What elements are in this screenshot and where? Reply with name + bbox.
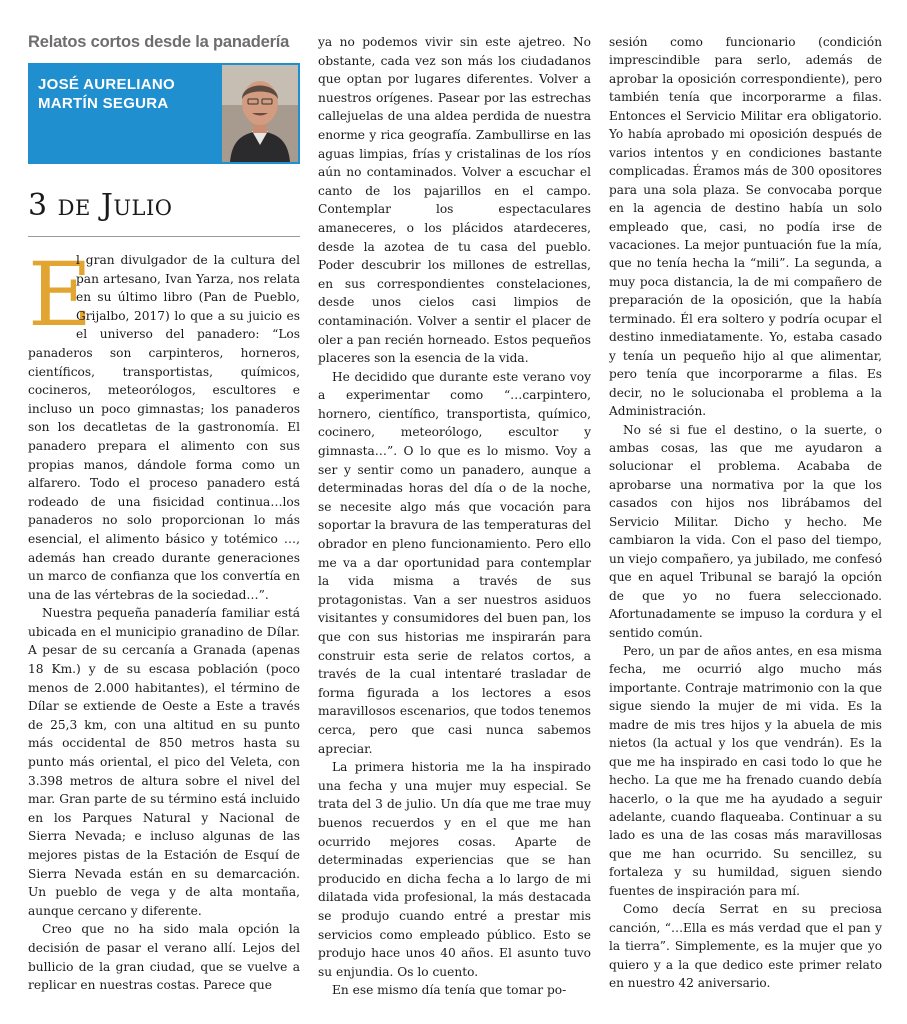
paragraph: Como decía Serrat en su preciosa canción, “…Ella es más verdad que el pan y la tierra”. Simplemente, es la mujer que yo quiero y a la que dedico este primer relato en nuestro 42 aniversario. [609,902,882,991]
title-divider [28,236,300,237]
author-box [28,63,300,164]
author-name [38,75,218,113]
article-title: 3 de Julio [28,188,173,223]
article-column-1 [28,243,300,995]
article-column-2 [318,33,591,1000]
article-column-3 [609,33,882,993]
paragraph: En ese mismo día tenía que tomar po- [332,983,567,998]
paragraph: No sé si fue el destino, o la suerte, o ambas cosas, las que me ayudaron a solucionar el problema. Acababa de aprobarse una normativa por la que los casados con hijos nos librábamos del Servicio Militar. Dicho y hecho. Me cambiaron la vida. Con el paso del tiempo, un viejo compañero, ya jubilado, me confesó que en aquel Tribunal se barajó la opción de que yo no fuera seleccionado. Afortunadamente se impuso la cordura y el sentido común. [609,422,882,640]
paragraph: La primera historia me la ha inspirado una fecha y una mujer muy especial. Se trata del 3 de julio. Un día que me trae muy buenos recuerdos y en el que me han ocurrido mejores cosas. Aparte de determinadas experiencias que se han producido en dicha fecha a lo largo de mi dilatada vida profesional, la más destacada se produjo cuando entré a prestar mis servicios como empleado público. Esto se produjo hace unos 40 años. El asunto tuvo su enjundia. Os lo cuento. [318,760,591,979]
author-photo [222,65,298,162]
section-title: Relatos cortos desde la panadería [28,33,290,51]
author-name-line2: MARTÍN SEGURA [38,95,169,112]
author-name-line1: JOSÉ AURELIANO [38,76,175,93]
paragraph: Creo que no ha sido mala opción la decisión de pasar el verano allí. Lejos del bullicio de la gran ciudad, que se vuelve a replicar en nuestras costas. Parece que [28,922,300,993]
paragraph: He decidido que durante este verano voy a experimentar como “…carpintero, hornero, científico, transportista, químico, cocinero, meteorólogo, escultor y gimnasta…”. O lo que es lo mismo. Voy a ser y sentir como un panadero, aunque a determinadas horas del día o de la noche, se necesite algo más que vocación para soportar la bravura de las temperaturas del obrador en pleno funcionamiento. Pero ello me va a dar oportunidad para contemplar la vida misma a través de sus protagonistas. Van a ser nuestros asiduos visitantes y consumidores del buen pan, los que con sus historias me inspirarán para construir esta serie de relatos cortos, a través de la cual intentaré trasladar de forma figurada a los lectores a esos maravillosos escenarios, que todos tenemos cerca, pero que casi nunca sabemos apreciar. [318,369,591,756]
paragraph: sesión como funcionario (condición imprescindible para serlo, además de aprobar la oposición correspondiente), pero también tenía que incorporarme a filas. Entonces el Servicio Militar era obligatorio. Yo había aprobado mi oposición después de varios intentos y en condiciones bastante complicadas. Éramos más de 300 opositores para una sola plaza. Se convocaba porque en la agencia de destino había un solo empleado que, casi, no podía irse de vacaciones. La mejor puntuación fue la mía, que no tenía hecha la “mili”. La segunda, a muy poca distancia, la de mi compañero de preparación de la oposición, que la había terminado. Él era soltero y podría ocupar el destino inmediatamente. Yo, estaba casado y tenía un pequeño hijo al que alimentar, pero tenía que incorporarme a filas. Es decir, no le solucionaba el problema a la Administración. [609,35,882,419]
paragraph: l gran divulgador de la cultura del pan artesano, Ivan Yarza, nos relata en su último libro (Pan de Pueblo, Grijalbo, 2017) lo que a su juicio es el universo del panadero: “Los panaderos son carpinteros, horneros, científicos, transportistas, químicos, cocineros, meteorólogos, escultores e incluso un poco gimnastas; los panaderos son los decatletas de la gastronomía. El panadero prepara el alimento con sus propias manos, dándole forma como un alfarero. Todo el proceso panadero está rodeado de una fisicidad continua…los panaderos no solo proporcionan lo más esencial, el alimento básico y totémico …, además han creado durante generaciones un marco de confianza que los convertía en una de las vértebras de la sociedad…”. [28,253,300,602]
author-portrait-icon [222,65,298,162]
drop-cap: E [28,243,93,346]
paragraph: ya no podemos vivir sin este ajetreo. No obstante, cada vez son más los ciudadanos que optan por lugares diferentes. Volver a nuestros orígenes. Pasear por las estrechas callejuelas de una aldea perdida de nuestra enorme y rica geografía. Zambullirse en las aguas limpias, frías y cristalinas de los ríos aún no contaminados. Volver a escuchar el canto de los pajarillos en el campo. Contemplar los espectaculares amaneceres, o los plácidos atardeceres, desde la azotea de tu casa del pueblo. Poder descubrir los millones de estrellas, en sus correspondientes constelaciones, desde unos cielos casi limpios de contaminación. Volver a sentir el placer de oler a pan recién horneado. Estos pequeños placeres son la esencia de la vida. [318,35,591,366]
paragraph: Pero, un par de años antes, en esa misma fecha, me ocurrió algo mucho más importante. Contraje matrimonio con la que sigue siendo la mujer de mi vida. Es la madre de mis tres hijos y la abuela de mis nietos (la actual y los que vendrán). Es la que me ha inspirado en casi todo lo que he hecho. La que me ha frenado cuando debía hacerlo, o la que me ha ayudado a seguir adelante, cuando flaqueaba. Continuar a su lado es una de las cosas más maravillosas que me han ocurrido. Su sencillez, su fortaleza y su humildad, siguen siendo fuentes de inspiración para mí. [609,643,882,898]
paragraph: Nuestra pequeña panadería familiar está ubicada en el municipio granadino de Dílar. A pesar de su cercanía a Granada (apenas 18 Km.) y de su escasa población (poco menos de 2.000 habitantes), el término de Dílar se extiende de Oeste a Este a través de 25,3 km, con una altitud en su punto más occidental de 850 metros hasta su punto más oriental, el pico del Veleta, con 3.398 metros de altura sobre el nivel del mar. Gran parte de su término está incluido en los Parques Natural y Nacional de Sierra Nevada; e incluso algunas de las mejores pistas de la Estación de Esquí de Sierra Nevada están en su demarcación. Un pueblo de vega y de alta montaña, aunque cercano y diferente. [28,606,300,918]
